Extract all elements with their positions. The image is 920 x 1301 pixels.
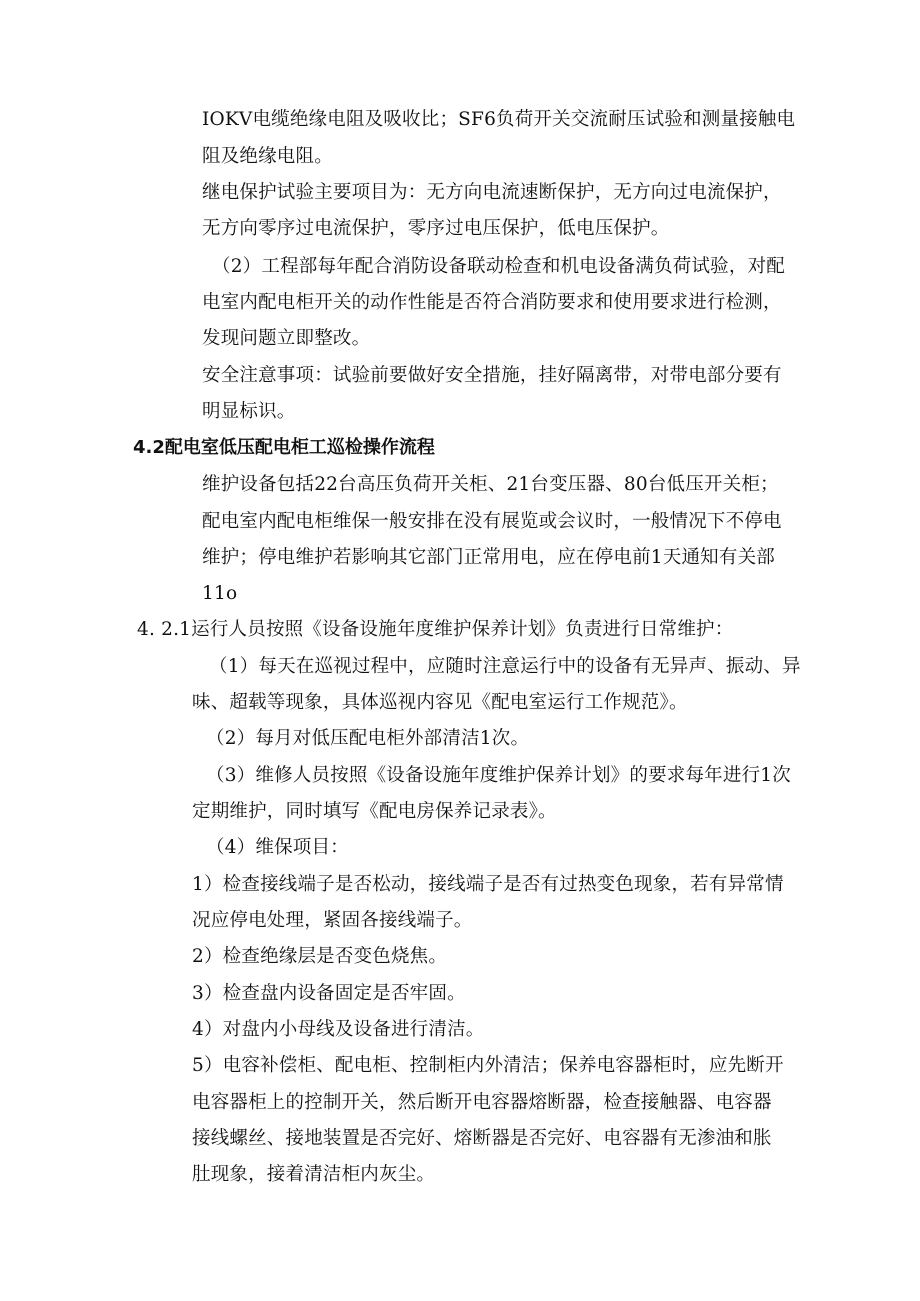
text-line: 无方向零序过电流保护，零序过电压保护，低电压保护。 xyxy=(202,218,670,239)
text-line: 明显标识。 xyxy=(202,401,296,422)
text-line: （1）每天在巡视过程中，应随时注意运行中的设备有无异声、振动、异 xyxy=(209,656,801,677)
text-line: 电室内配电柜开关的动作性能是否符合消防要求和使用要求进行检测， xyxy=(202,292,782,313)
text-line: 1）检查接线端子是否松动，接线端子是否有过热变色现象，若有异常情 xyxy=(192,874,784,895)
text-line: 发现问题立即整改。 xyxy=(202,328,371,349)
text-line: 肚现象，接着清洁柜内灰尘。 xyxy=(192,1164,436,1185)
subsection-line: 4. 2.1运行人员按照《设备设施年度维护保养计划》负责进行日常维护： xyxy=(137,619,734,640)
text-line: IOKV电缆绝缘电阻及吸收比；SF6负荷开关交流耐压试验和测量接触电 xyxy=(202,109,796,130)
section-heading: 4.2配电室低压配电柜工巡检操作流程 xyxy=(133,437,435,458)
text-line: （4）维保项目： xyxy=(206,837,349,858)
text-line: 继电保护试验主要项目为：无方向电流速断保护，无方向过电流保护， xyxy=(202,182,782,203)
text-line: 3）检查盘内设备固定是否牢固。 xyxy=(192,983,466,1004)
text-line: 况应停电处理，紧固各接线端子。 xyxy=(192,910,473,931)
text-line: 维护；停电维护若影响其它部门正常用电，应在停电前1天通知有关部 xyxy=(202,547,775,568)
text-line: （2）工程部每年配合消防设备联动检查和机电设备满负荷试验，对配 xyxy=(212,256,785,277)
text-line: 5）电容补偿柜、配电柜、控制柜内外清洁；保养电容器柜时，应先断开 xyxy=(192,1055,784,1076)
text-line: 2）检查绝缘层是否变色烧焦。 xyxy=(192,946,448,967)
text-line: 安全注意事项：试验前要做好安全措施，挂好隔离带，对带电部分要有 xyxy=(202,365,782,386)
text-line: 配电室内配电柜维保一般安排在没有展览或会议时，一般情况下不停电 xyxy=(202,511,782,532)
text-line: 11o xyxy=(202,583,238,604)
text-line: （3）维修人员按照《设备设施年度维护保养计划》的要求每年进行1次 xyxy=(206,765,791,786)
text-line: 味、超载等现象，具体巡视内容见《配电室运行工作规范》。 xyxy=(192,692,688,713)
text-line: 4）对盘内小母线及设备进行清洁。 xyxy=(192,1019,485,1040)
text-line: 接线螺丝、接地装置是否完好、熔断器是否完好、电容器有无渗油和胀 xyxy=(192,1128,772,1149)
text-line: 阻及绝缘电阻。 xyxy=(202,146,333,167)
text-line: （2）每月对低压配电柜外部清洁1次。 xyxy=(206,728,530,749)
text-line: 定期维护，同时填写《配电房保养记录表》。 xyxy=(192,801,557,822)
text-line: 电容器柜上的控制开关，然后断开电容器熔断器，检查接触器、电容器 xyxy=(192,1092,772,1113)
text-line: 维护设备包括22台高压负荷开关柜、21台变压器、80台低压开关柜； xyxy=(202,474,779,495)
